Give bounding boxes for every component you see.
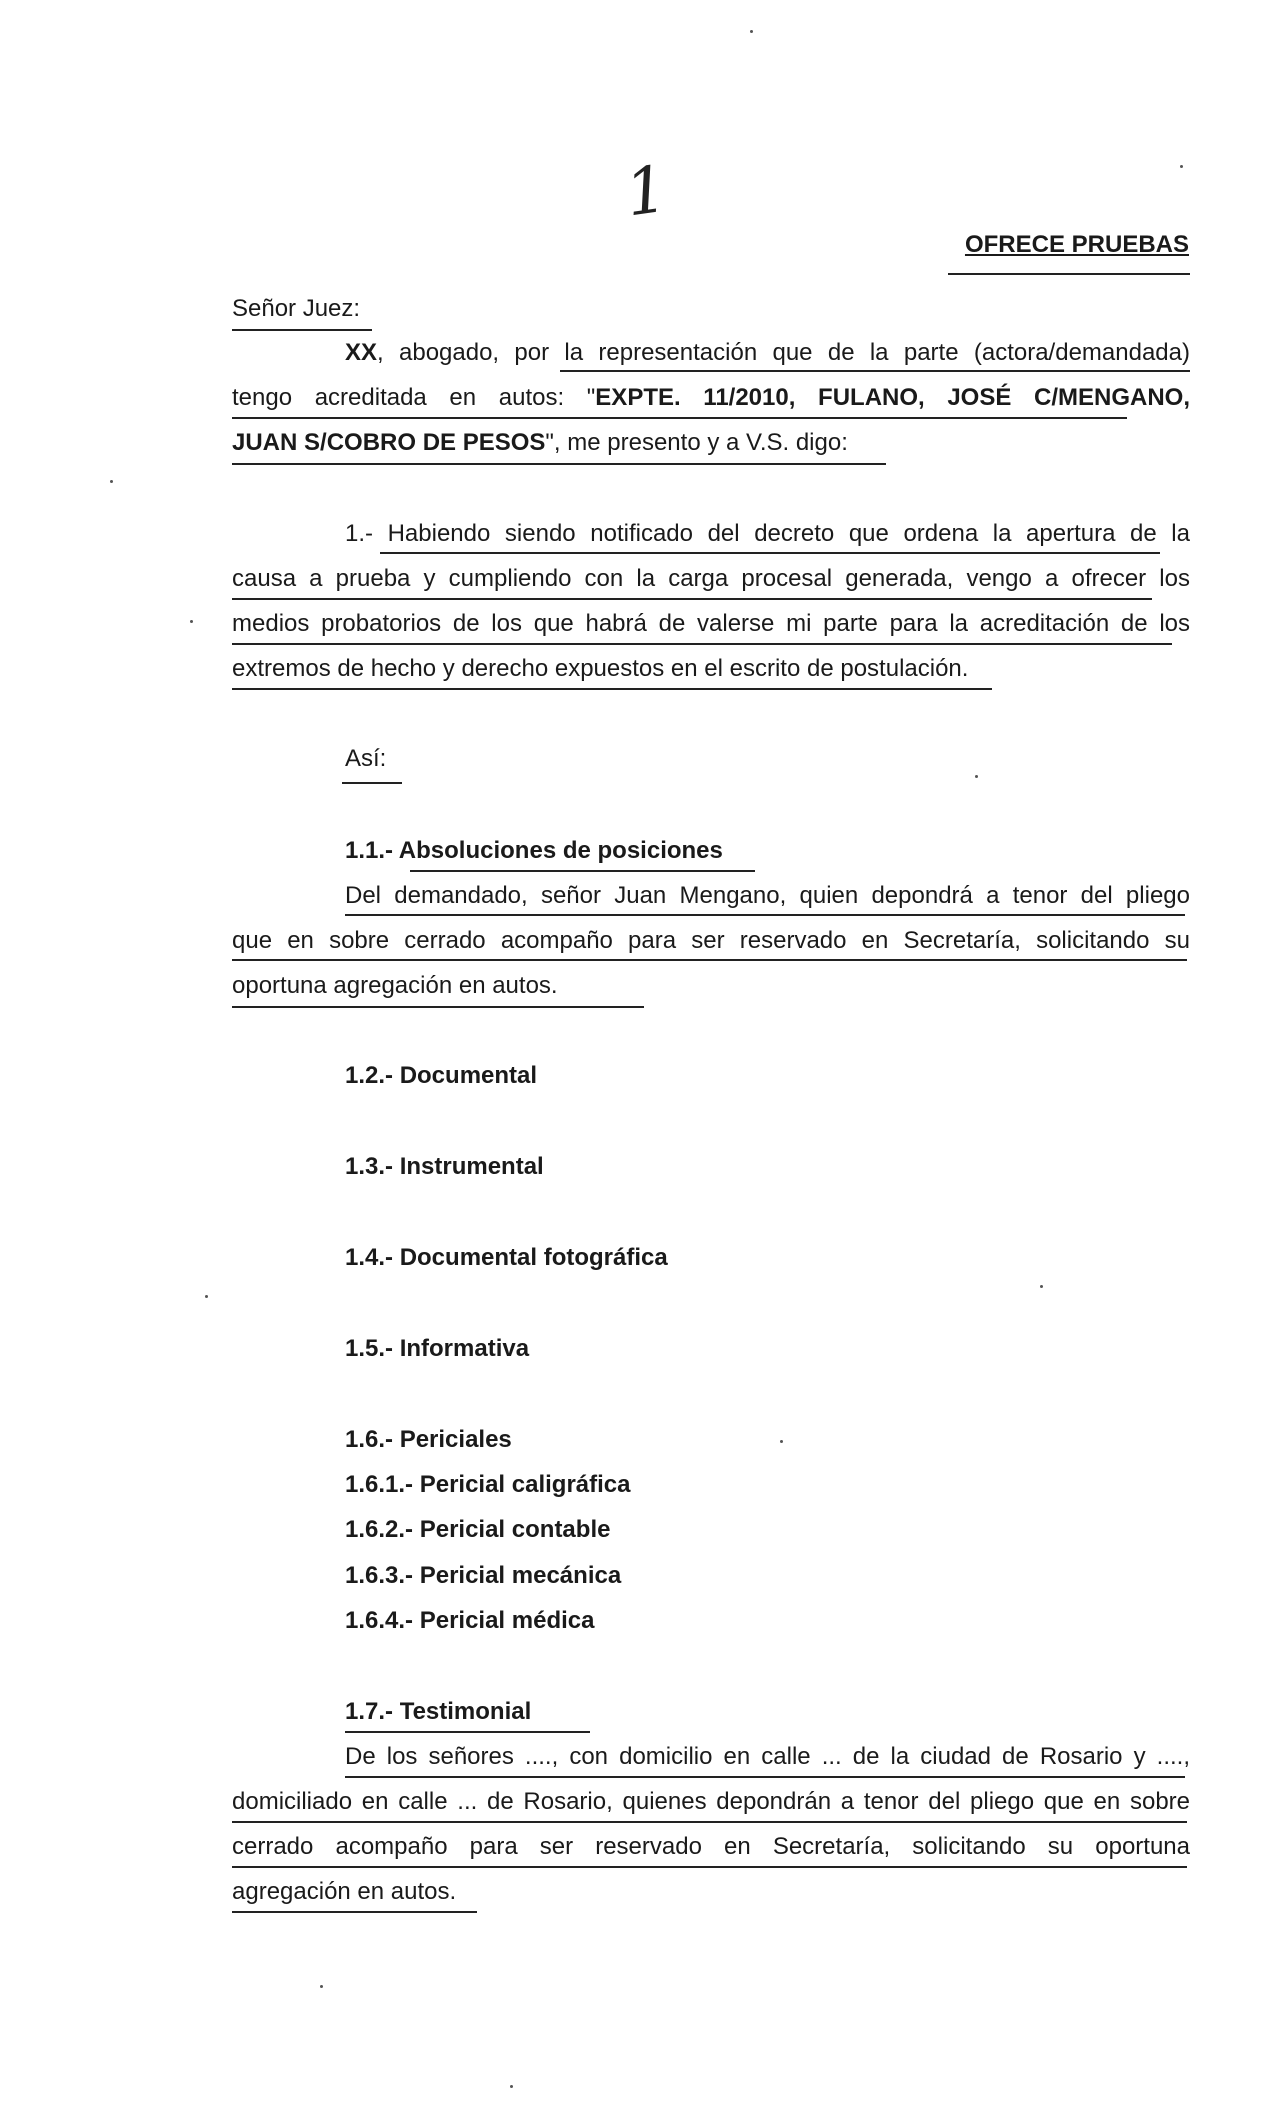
intro-line-3: JUAN S/COBRO DE PESOS", me presento y a V.S. digo: (232, 429, 848, 456)
section-1-1-line-1: Del demandado, señor Juan Mengano, quien depondrá a tenor del pliego (345, 882, 1190, 909)
scan-speck (190, 620, 193, 623)
section-1-6-3: 1.6.3.- Pericial mecánica (345, 1562, 622, 1589)
handwritten-underline (345, 914, 1185, 916)
asi-label: Así: (345, 745, 387, 772)
section-1-7-line-4: agregación en autos. (232, 1878, 457, 1905)
scan-speck (320, 1985, 323, 1988)
section-1-6-2: 1.6.2.- Pericial contable (345, 1516, 611, 1543)
scan-speck (1180, 165, 1183, 168)
handwritten-underline (232, 643, 1172, 645)
section-1-1-heading: 1.1.- Absoluciones de posiciones (345, 837, 723, 864)
section-1-7-line-1: De los señores ...., con domicilio en calle ... de la ciudad de Rosario y ...., (345, 1743, 1190, 1770)
handwritten-underline (232, 417, 1127, 419)
salutation: Señor Juez: (232, 295, 361, 322)
handwritten-underline (232, 959, 1187, 961)
handwritten-underline (410, 870, 755, 872)
handwritten-underline (948, 273, 1190, 275)
paragraph1-line-2: causa a prueba y cumpliendo con la carga procesal generada, vengo a ofrecer los (232, 565, 1190, 592)
section-1-4-heading: 1.4.- Documental fotográfica (345, 1244, 668, 1271)
scan-speck (1040, 1285, 1043, 1288)
handwritten-underline (232, 598, 1152, 600)
paragraph1-line-4: extremos de hecho y derecho expuestos en el escrito de postulación. (232, 655, 969, 682)
scan-speck (205, 1295, 208, 1298)
section-1-3-heading: 1.3.- Instrumental (345, 1153, 544, 1180)
handwritten-underline (232, 1006, 644, 1008)
scan-speck (510, 2085, 513, 2088)
section-1-7-heading: 1.7.- Testimonial (345, 1698, 532, 1725)
handwritten-underline (345, 1731, 590, 1733)
handwritten-underline (345, 1776, 1185, 1778)
section-1-6-1: 1.6.1.- Pericial caligráfica (345, 1471, 631, 1498)
section-1-7-line-2: domiciliado en calle ... de Rosario, quienes depondrán a tenor del pliego que en sobre (232, 1788, 1190, 1815)
section-1-2-heading: 1.2.- Documental (345, 1062, 538, 1089)
scan-speck (110, 480, 113, 483)
handwritten-underline (232, 1821, 1187, 1823)
intro-line-1: XX, abogado, por la representación que de la parte (actora/demandada) (345, 339, 1190, 366)
handwritten-underline (232, 688, 992, 690)
paragraph1-line-3: medios probatorios de los que habrá de valerse mi parte para la acreditación de los (232, 610, 1190, 637)
section-1-1-line-2: que en sobre cerrado acompaño para ser reservado en Secretaría, solicitando su (232, 927, 1190, 954)
handwritten-underline (342, 782, 402, 784)
section-1-5-heading: 1.5.- Informativa (345, 1335, 530, 1362)
handwritten-underline (232, 1911, 477, 1913)
scan-speck (780, 1440, 783, 1443)
section-1-1-line-3: oportuna agregación en autos. (232, 972, 558, 999)
scan-speck (750, 30, 753, 33)
intro-line-2: tengo acreditada en autos: "EXPTE. 11/2010, FULANO, JOSÉ C/MENGANO, (232, 384, 1190, 411)
handwritten-underline (560, 370, 1190, 372)
handwritten-underline (232, 463, 886, 465)
section-1-6-4: 1.6.4.- Pericial médica (345, 1607, 595, 1634)
section-1-6-heading: 1.6.- Periciales (345, 1426, 512, 1453)
handwritten-underline (380, 552, 1160, 554)
document-title: OFRECE PRUEBAS (964, 231, 1189, 258)
page-number: 1 (621, 152, 672, 232)
paragraph1-line-1: 1.- Habiendo siendo notificado del decreto que ordena la apertura de la (345, 520, 1190, 547)
scan-speck (975, 775, 978, 778)
handwritten-underline (232, 1866, 1187, 1868)
section-1-7-line-3: cerrado acompaño para ser reservado en Secretaría, solicitando su oportuna (232, 1833, 1190, 1860)
